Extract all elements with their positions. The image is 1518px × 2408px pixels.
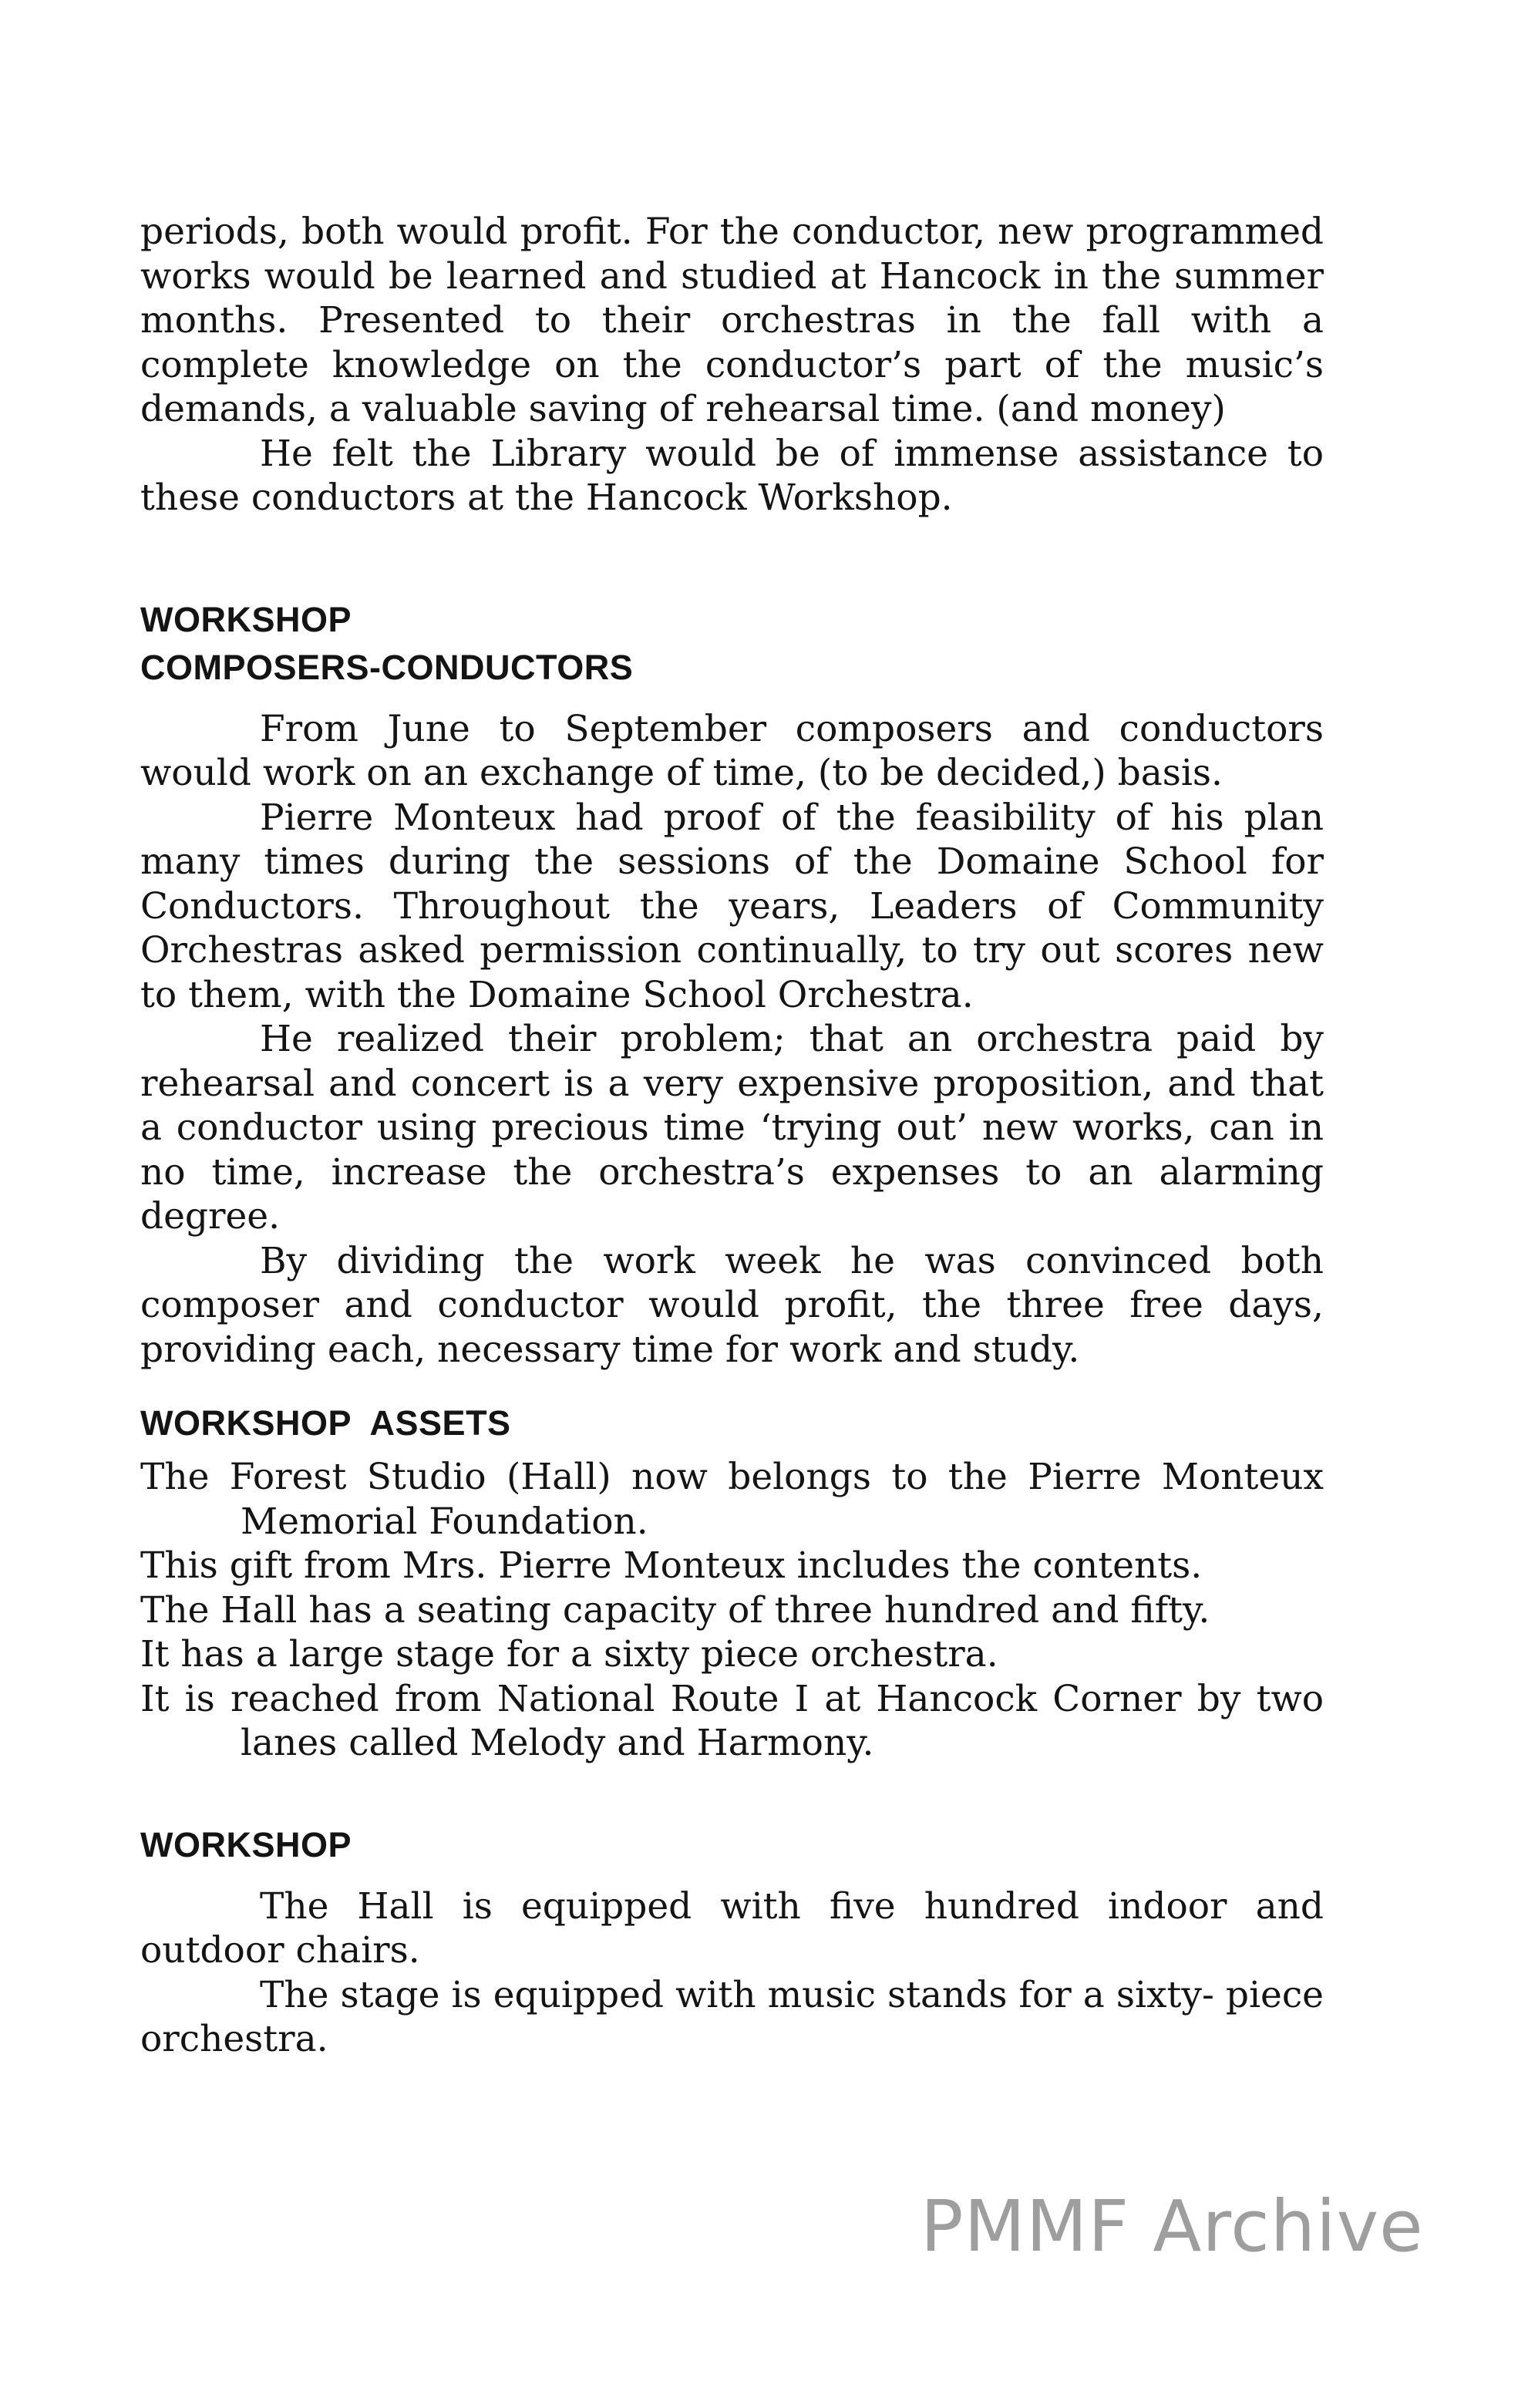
section-heading-workshop: WORKSHOP	[140, 599, 352, 639]
workshop-paragraph-1: The Hall is equipped with five hundred indoor and outdoor chairs.	[140, 1884, 1324, 1972]
workshop-paragraph-2: The stage is equipped with music stands for a sixty- piece orchestra.	[140, 1973, 1324, 2060]
section-heading-workshop-equipment: WORKSHOP	[140, 1824, 352, 1864]
composers-paragraph-1: From June to September composers and conductors would work on an exchange of time, (to be decided,) basis.	[140, 707, 1324, 794]
assets-item: The Forest Studio (Hall) now belongs to the Pierre Monteux Memorial Foundation.	[140, 1456, 1324, 1543]
section-heading-workshop-assets: WORKSHOP ASSETS	[140, 1403, 511, 1443]
assets-item: The Hall has a seating capacity of three hundred and fifty.	[140, 1588, 1210, 1632]
section-heading-composers-conductors: COMPOSERS-CONDUCTORS	[140, 647, 634, 687]
composers-paragraph-4: By dividing the work week he was convinced both composer and conductor would profit, the three free days, providing each, necessary time for work and study.	[140, 1239, 1324, 1371]
assets-item: It has a large stage for a sixty piece orchestra.	[140, 1633, 998, 1675]
composers-paragraph-2: Pierre Monteux had proof of the feasibility of his plan many times during the sessions of the Domaine School for Conductors. Throughout the years, Leaders of Community Orchestras asked permission continually, to try out scores new to them, with the Domaine School Orchestra.	[140, 796, 1324, 1016]
archive-watermark: PMMF Archive	[921, 2185, 1424, 2268]
document-page	[140, 210, 1324, 2062]
intro-paragraph-1: periods, both would profit. For the conductor, new programmed works would be learned and studied at Hancock in the summer months. Presented to their orchestras in the fall with a complete knowledge on the conductor’s part of the music’s demands, a valuable saving of rehearsal time. (and money)	[140, 210, 1324, 430]
intro-paragraph-2: He felt the Library would be of immense assistance to these conductors at the Hancock Workshop.	[140, 432, 1324, 519]
assets-item: This gift from Mrs. Pierre Monteux includes the contents.	[140, 1544, 1203, 1587]
composers-paragraph-3: He realized their problem; that an orchestra paid by rehearsal and concert is a very expensive proposition, and that a conductor using precious time ‘trying out’ new works, can in no time, increase the orchestra’s expenses to an alarming degree.	[140, 1018, 1324, 1238]
assets-item: It is reached from National Route I at Hancock Corner by two lanes called Melody and Harmony.	[140, 1677, 1324, 1764]
